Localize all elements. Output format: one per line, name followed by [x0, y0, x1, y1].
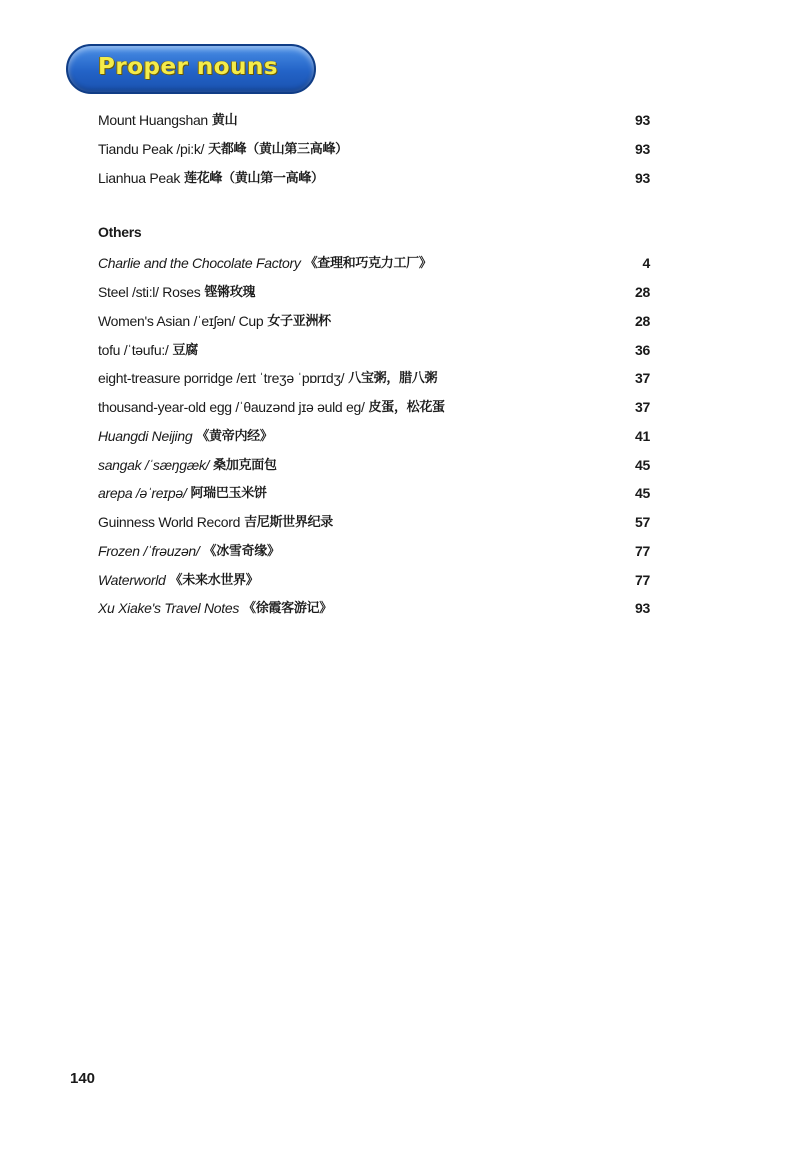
list-item [98, 508, 650, 537]
entry-page: 93 [635, 140, 650, 157]
entry-name: eight-treasure porridge /eɪt ˈtreʒə ˈpɒrɪdʒ/ [98, 370, 345, 387]
entry-page: 77 [635, 542, 650, 559]
entry-chinese: 《黄帝内经》 [196, 427, 273, 443]
entry-page: 93 [635, 600, 650, 617]
entry-page: 93 [635, 169, 650, 186]
entry-chinese: 女子亚洲杯 [267, 312, 331, 328]
list-item [98, 393, 650, 422]
entry-page: 4 [642, 255, 650, 272]
entry-page: 37 [635, 370, 650, 387]
entry-name: Frozen /ˈfrəuzən/ [98, 542, 200, 559]
entry-chinese: 《冰雪奇缘》 [203, 542, 280, 558]
entry-name: Guinness World Record [98, 514, 241, 531]
entry-chinese: 黄山 [211, 111, 238, 127]
list-item [98, 307, 650, 336]
entry-page: 45 [635, 456, 650, 473]
entry-name: Huangdi Neijing [98, 427, 193, 444]
entry-name: Charlie and the Chocolate Factory [98, 255, 301, 272]
entry-page: 57 [635, 514, 650, 531]
entry-chinese: 《查理和巧克力工厂》 [304, 255, 432, 271]
entry-chinese: 莲花峰（黄山第一高峰） [184, 169, 324, 185]
entry-page: 41 [635, 427, 650, 444]
list-item [98, 537, 650, 566]
entry-page: 93 [635, 111, 650, 128]
proper-nouns-list [98, 105, 650, 192]
section-banner [66, 44, 316, 94]
entry-chinese: 天都峰（黄山第三高峰） [208, 140, 348, 156]
entry-chinese: 阿瑞巴玉米饼 [190, 485, 267, 501]
entry-name: Xu Xiake's Travel Notes [98, 600, 240, 617]
list-item [98, 335, 650, 364]
entry-chinese: 桑加克面包 [213, 456, 277, 472]
entry-chinese: 《徐霞客游记》 [243, 600, 332, 616]
list-item [98, 450, 650, 479]
page-number: 140 [70, 1070, 96, 1087]
entry-page: 77 [635, 571, 650, 588]
entry-name: thousand-year-old egg /ˈθauzənd jɪə əuld eg/ [98, 399, 365, 416]
list-item [98, 163, 650, 192]
entry-name: tofu /ˈtəufu:/ [98, 341, 169, 358]
entry-name: arepa /əˈreɪpə/ [98, 485, 187, 502]
entry-name: Steel /sti:l/ Roses [98, 284, 201, 301]
list-item [98, 479, 650, 508]
entry-name: Women's Asian /ˈeɪʃən/ Cup [98, 312, 264, 329]
entry-name: Mount Huangshan [98, 111, 208, 128]
list-item [98, 105, 650, 134]
others-list [98, 249, 650, 623]
entry-chinese: 皮蛋，松花蛋 [368, 399, 445, 415]
entry-chinese: 铿锵玫瑰 [204, 284, 256, 300]
entry-name: Lianhua Peak [98, 169, 181, 186]
entry-name: sangak /ˈsæŋgæk/ [98, 456, 210, 473]
entry-page: 28 [635, 312, 650, 329]
entry-page: 28 [635, 284, 650, 301]
list-item [98, 364, 650, 393]
list-item [98, 565, 650, 594]
entry-page: 36 [635, 341, 650, 358]
list-item [98, 594, 650, 623]
entry-chinese: 吉尼斯世界纪录 [244, 514, 333, 530]
entry-chinese: 豆腐 [172, 341, 198, 357]
list-item [98, 249, 650, 278]
list-item [98, 134, 650, 163]
others-heading: Others [98, 224, 142, 240]
entry-name: Waterworld [98, 571, 166, 588]
list-item [98, 422, 650, 451]
entry-page: 37 [635, 399, 650, 416]
list-item [98, 278, 650, 307]
entry-chinese: 《未来水世界》 [169, 571, 259, 587]
entry-page: 45 [635, 485, 650, 502]
section-title: Proper nouns [98, 54, 279, 80]
entry-name: Tiandu Peak /pi:k/ [98, 140, 205, 157]
entry-chinese: 八宝粥，腊八粥 [348, 370, 438, 386]
